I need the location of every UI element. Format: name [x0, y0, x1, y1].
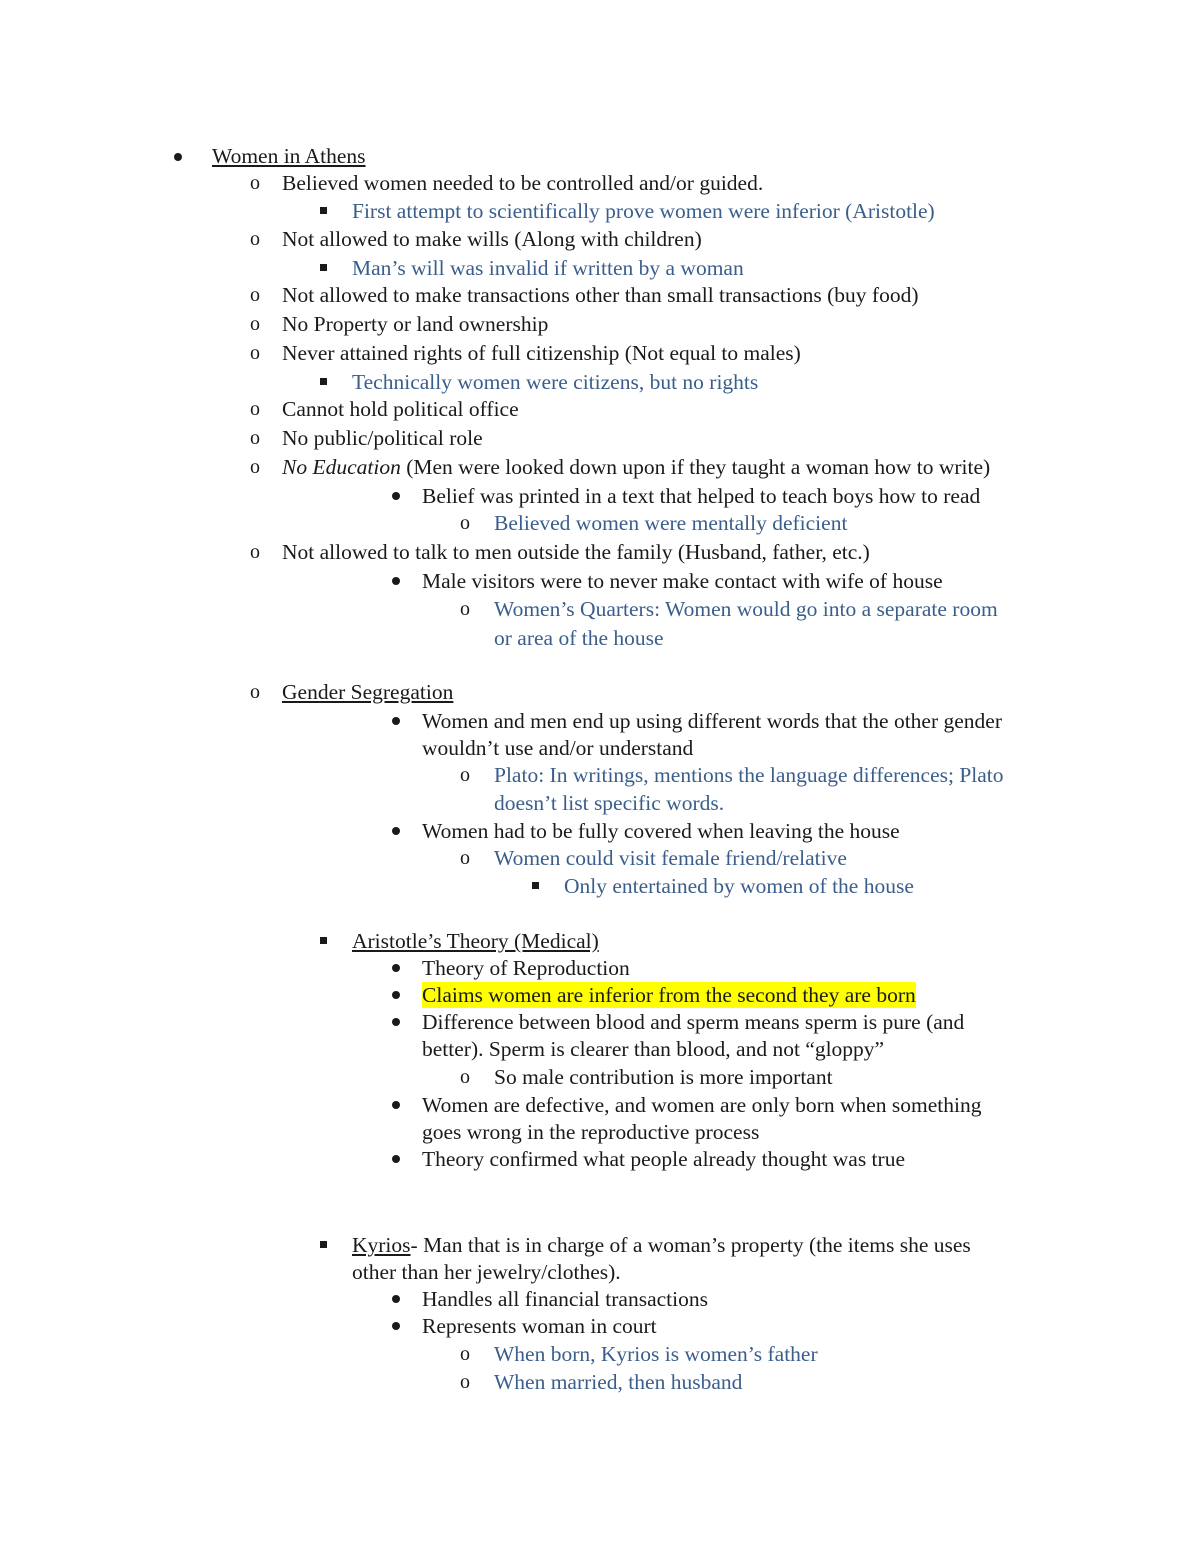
disc-bullet: [392, 818, 400, 844]
note-line-blue: First attempt to scientifically prove women were inferior (Aristotle): [352, 199, 935, 223]
note-line: [352, 1232, 971, 1258]
circle-bullet: o: [250, 172, 260, 194]
note-line: Not allowed to talk to men outside the family (Husband, father, etc.): [282, 540, 870, 564]
note-line: Theory confirmed what people already thought was true: [422, 1147, 905, 1171]
subsection-heading: Aristotle’s Theory (Medical): [352, 929, 599, 953]
note-line: No public/political role: [282, 426, 483, 450]
note-line-rest: (Men were looked down upon if they taught a woman how to write): [400, 455, 991, 479]
circle-bullet: o: [460, 1371, 470, 1393]
square-bullet: [320, 255, 327, 281]
highlighted-note-line: Claims women are inferior from the second they are born: [422, 983, 916, 1007]
note-line-blue: doesn’t list specific words.: [494, 791, 725, 815]
disc-bullet: [392, 1146, 400, 1172]
square-bullet: [320, 928, 327, 954]
disc-bullet: [392, 708, 400, 734]
note-line-blue: Plato: In writings, mentions the language differences; Plato: [494, 763, 1004, 787]
circle-bullet: o: [250, 284, 260, 306]
note-line-blue: Only entertained by women of the house: [564, 874, 914, 898]
circle-bullet: o: [460, 598, 470, 620]
note-line-blue: Women could visit female friend/relative: [494, 846, 847, 870]
disc-bullet: [392, 568, 400, 594]
square-bullet: [320, 369, 327, 395]
note-line: Women are defective, and women are only born when something: [422, 1093, 982, 1117]
note-line: Male visitors were to never make contact with wife of house: [422, 569, 943, 593]
note-line-blue: Women’s Quarters: Women would go into a separate room: [494, 597, 998, 621]
note-line: Theory of Reproduction: [422, 956, 630, 980]
term-kyrios: Kyrios: [352, 1233, 411, 1257]
disc-bullet: [392, 1092, 400, 1118]
note-line: Cannot hold political office: [282, 397, 519, 421]
disc-bullet: [392, 982, 400, 1008]
note-line: Difference between blood and sperm means sperm is pure (and: [422, 1010, 965, 1034]
note-line: Women had to be fully covered when leaving the house: [422, 819, 900, 843]
circle-bullet: o: [460, 512, 470, 534]
note-line: goes wrong in the reproductive process: [422, 1120, 760, 1144]
note-line-blue: When born, Kyrios is women’s father: [494, 1342, 818, 1366]
note-line-blue: When married, then husband: [494, 1370, 743, 1394]
circle-bullet: o: [460, 847, 470, 869]
note-line-blue: Technically women were citizens, but no rights: [352, 370, 759, 394]
note-line: Women and men end up using different words that the other gender: [422, 709, 1003, 733]
note-line: So male contribution is more important: [494, 1065, 833, 1089]
note-line: Handles all financial transactions: [422, 1287, 708, 1311]
square-bullet: [320, 1232, 327, 1258]
disc-bullet: [392, 1009, 400, 1035]
disc-bullet: [392, 483, 400, 509]
circle-bullet: o: [460, 764, 470, 786]
disc-bullet: [392, 1286, 400, 1312]
note-line: Never attained rights of full citizenship (Not equal to males): [282, 341, 801, 365]
note-line: Represents woman in court: [422, 1314, 657, 1338]
note-line: Not allowed to make wills (Along with children): [282, 227, 702, 251]
note-line: Believed women needed to be controlled and/or guided.: [282, 171, 764, 195]
note-line: No Property or land ownership: [282, 312, 549, 336]
circle-bullet: o: [250, 456, 260, 478]
subsection-heading: Gender Segregation: [282, 680, 454, 704]
emphasis-text: No Education: [282, 455, 401, 479]
disc-bullet: [392, 955, 400, 981]
circle-bullet: o: [460, 1343, 470, 1365]
disc-bullet: [174, 144, 182, 170]
note-line-blue: Man’s will was invalid if written by a woman: [352, 256, 744, 280]
circle-bullet: o: [250, 228, 260, 250]
note-line: other than her jewelry/clothes).: [352, 1260, 621, 1284]
note-line: better). Sperm is clearer than blood, and not “gloppy”: [422, 1037, 885, 1061]
note-line: Belief was printed in a text that helped to teach boys how to read: [422, 484, 981, 508]
section-heading: Women in Athens: [212, 144, 366, 168]
note-line-blue: or area of the house: [494, 626, 664, 650]
circle-bullet: o: [250, 313, 260, 335]
circle-bullet: o: [250, 398, 260, 420]
note-line: wouldn’t use and/or understand: [422, 736, 694, 760]
square-bullet: [320, 198, 327, 224]
note-line: Not allowed to make transactions other than small transactions (buy food): [282, 283, 919, 307]
note-line: [282, 454, 990, 480]
circle-bullet: o: [460, 1066, 470, 1088]
square-bullet: [532, 873, 539, 899]
circle-bullet: o: [250, 541, 260, 563]
note-line-blue: Believed women were mentally deficient: [494, 511, 848, 535]
circle-bullet: o: [250, 342, 260, 364]
note-line-rest: - Man that is in charge of a woman’s property (the items she uses: [410, 1233, 971, 1257]
circle-bullet: o: [250, 427, 260, 449]
disc-bullet: [392, 1313, 400, 1339]
circle-bullet: o: [250, 681, 260, 703]
